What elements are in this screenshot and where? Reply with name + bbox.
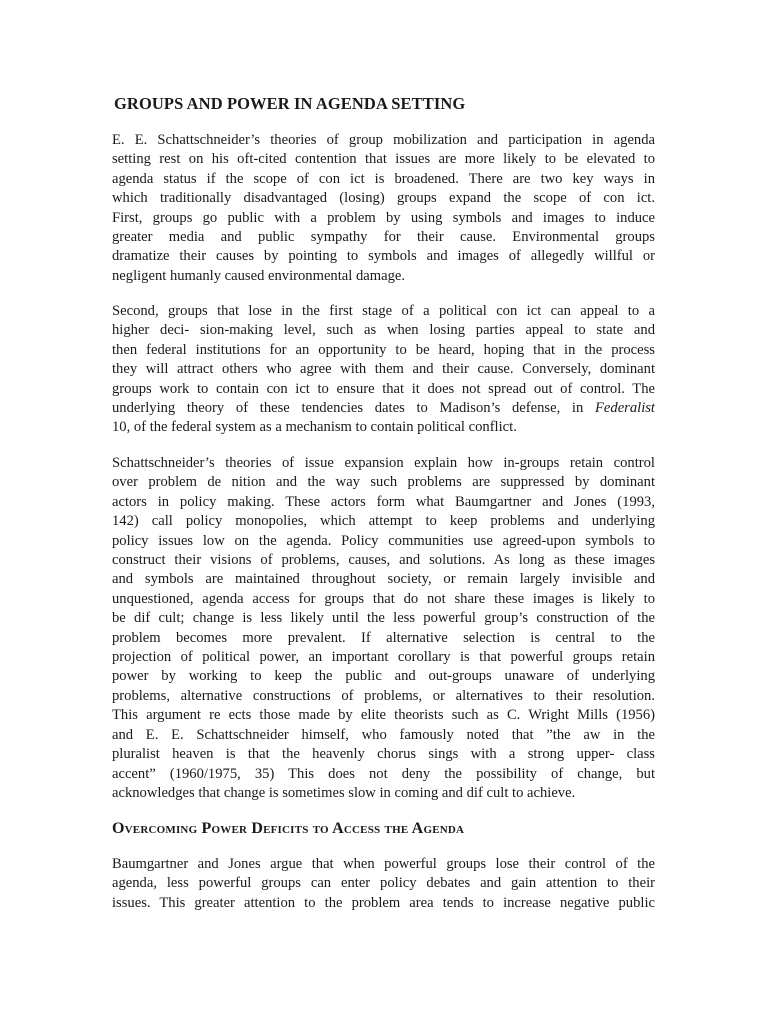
text-line: Baumgartner and Jones argue that when powerful groups lose their control of the [112,856,655,872]
text-line: issues. This greater attention to the problem area tends to increase negative public [112,894,655,911]
text-line: dramatize their causes by pointing to symbols and images of allegedly willful or [112,248,655,265]
text-line: greater media and public sympathy for their cause. Environmental groups [112,229,655,246]
text-line: First, groups go public with a problem by using symbols and images to induce [112,209,655,226]
text-line: higher deci- sion-making level, such as when losing parties appeal to state and [112,322,655,339]
text-line: power by working to keep the public and out-groups unaware of underlying [112,668,655,685]
text-line: acknowledges that change is sometimes slow in coming and dif cult to achieve. [112,784,576,801]
text-line: setting rest on his oft-cited contention that issues are more likely to be elevated to [112,151,655,168]
text-line: E. E. Schattschneider’s theories of group mobilization and participation in agenda [112,132,655,148]
text-line: problem becomes more prevalent. If alternative selection is central to the [112,629,655,646]
text-line: which traditionally disadvantaged (losing) groups expand the scope of con ict. [112,190,655,207]
text-line: 142) call policy monopolies, which attempt to keep problems and underlying [112,513,655,530]
italic-title: Federalist [595,400,655,417]
text-line: and symbols are maintained throughout society, or remain largely invisible and [112,571,655,588]
text-line: construct their visions of problems, causes, and solutions. As long as these images [112,552,655,569]
text-line: agenda, less powerful groups can enter policy debates and gain attention to their [112,875,655,892]
text-line: 10, of the federal system as a mechanism to contain political conflict. [112,419,517,436]
text-line: over problem de nition and the way such problems are suppressed by dominant [112,474,655,491]
text-line: This argument re ects those made by elite theorists such as C. Wright Mills (1956) [112,707,655,724]
text-line: policy issues low on the agenda. Policy communities use agreed-upon symbols to [112,532,655,549]
text-line: pluralist heaven is that the heavenly chorus sings with a strong upper- class [112,746,655,763]
paragraph-4 [112,855,655,913]
text-line: be dif cult; change is less likely until the less powerful group’s construction of the [112,610,655,627]
text-line: then federal institutions for an opportunity to be heard, hoping that in the process [112,341,655,358]
text-line: actors in policy making. These actors form what Baumgartner and Jones (1993, [112,493,655,510]
section-heading: GROUPS AND POWER IN AGENDA SETTING [114,94,466,113]
text-line: accent” (1960/1975, 35) This does not deny the possibility of change, but [112,765,655,782]
text-line: they will attract others who agree with them and their cause. Conversely, dominant [112,361,655,378]
text-line: groups work to contain con ict to ensure that it does not spread out of control. The [112,380,655,397]
paragraph-1 [112,131,655,286]
text-line: unquestioned, agenda access for groups that do not share these images is likely to [112,590,655,607]
text-line: Schattschneider’s theories of issue expansion explain how in-groups retain control [112,455,655,471]
section-subheading: Overcoming Power Deficits to Access the Agenda [112,820,465,837]
text-line: problems, alternative constructions of problems, or alternatives to their resolution. [112,687,655,704]
text-line: and E. E. Schattschneider himself, who famously noted that ”the aw in the [112,726,655,743]
text-line-with-italic [112,399,655,418]
text-line: negligent humanly caused environmental damage. [112,267,405,284]
text-fragment: underlying theory of these tendencies dates to Madison’s defense, in [112,400,595,417]
paragraph-3 [112,454,655,803]
text-line: Second, groups that lose in the first stage of a political con ict can appeal to a [112,303,655,319]
text-line: agenda status if the scope of con ict is broadened. There are two key ways in [112,170,655,187]
paragraph-2 [112,302,655,438]
text-line: projection of political power, an important corollary is that powerful groups retain [112,649,655,666]
